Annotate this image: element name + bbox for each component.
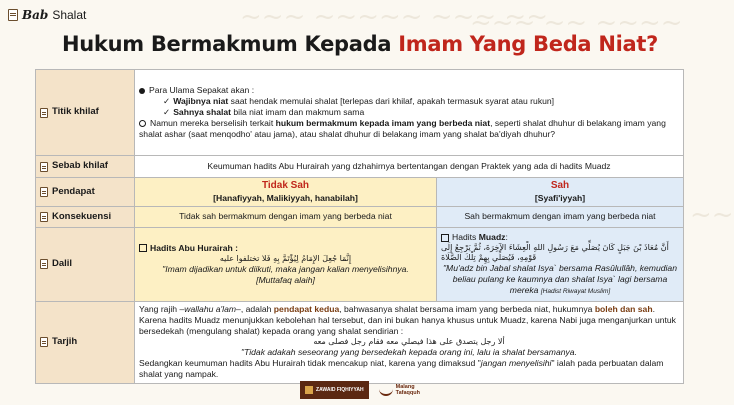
- logo-line1: Malang: [395, 383, 415, 390]
- intro-line: [139, 85, 679, 96]
- document-icon: [40, 108, 48, 118]
- paragraph-text: Namun mereka berselisih terkait: [150, 118, 276, 128]
- opinion-title: Sah: [550, 180, 570, 191]
- checkbox-icon: [441, 234, 449, 242]
- titik-khilaf-content: [135, 70, 684, 156]
- hadith-source: [Muttafaq alaih]: [256, 274, 315, 285]
- hadith-heading-text: Hadits Abu Hurairah :: [150, 242, 239, 253]
- intro-text: Para Ulama Sepakat akan :: [149, 85, 255, 95]
- paragraph-text: , bahwasanya shalat bersama imam yang berbeda niat, hukumnya: [339, 304, 595, 315]
- disagreement-paragraph: [139, 118, 679, 140]
- checkmark-icon: ✓: [163, 107, 171, 117]
- paragraph-bold: hukum bermakmum kepada imam yang berbeda niat: [275, 118, 491, 128]
- opinion-madhab: [Hanafiyyah, Malikiyyah, hanabilah]: [213, 192, 358, 203]
- hadith-translation: "Imam dijadikan untuk diikuti, maka jangan kalian menyelisihnya.: [162, 263, 409, 274]
- paragraph-text: . Karena hadits Muadz menunjukkan kebolehan hal tersebut, dan ini bukan hanya khusus untuk Muadz, karena Nabi juga menganjurkan untuk bersedekah (mengulang shalat) kepada orang yang shalat sendirian :: [139, 304, 676, 337]
- dalil-right: [437, 227, 684, 301]
- zawaid-logo-text: ZAWAID FIQHIYYAH: [316, 387, 364, 393]
- tarjih-arabic: ألا رجل يتصدق على هذا فيصلي معه فقام رجل فصلى معه: [313, 337, 505, 347]
- konsekuensi-right: Sah bermakmum dengan imam yang berbeda niat: [437, 206, 684, 227]
- dalil-left: [135, 227, 437, 301]
- check-item-text: saat hendak memulai shalat [terlepas dari khilaf, apakah termasuk syarat atau rukun]: [228, 96, 555, 106]
- document-icon: [40, 187, 48, 197]
- paragraph-text: " ialah pada perbuatan dalam shalat yang nampak.: [139, 358, 664, 380]
- hadith-heading-name: Muadz: [478, 231, 506, 242]
- background-watermark: ~~: [690, 200, 734, 230]
- konsekuensi-left: Tidak sah bermakmum dengan imam yang berbeda niat: [135, 206, 437, 227]
- khilaf-table: [35, 69, 684, 384]
- tarjih-paragraph: [139, 304, 679, 337]
- row-label: Tarjih: [52, 336, 78, 348]
- document-icon: [8, 9, 18, 21]
- document-icon: [40, 259, 48, 269]
- row-konsekuensi: [36, 206, 684, 227]
- footer-logos: [0, 381, 720, 399]
- check-item: [139, 96, 679, 107]
- paragraph-text: Sedangkan keumuman hadits Abu Hurairah tidak mencakup niat, karena yang dimaksud ": [139, 358, 481, 369]
- paragraph-bold: pendapat kedua: [273, 304, 340, 315]
- background-watermark: ~~~ ~~~~~ ~~~ ~~: [240, 2, 549, 32]
- row-label-cell: [36, 178, 135, 207]
- hadith-source: [Hadist Riwayat Muslim]: [540, 288, 611, 296]
- check-item-bold: Wajibnya niat: [173, 96, 229, 106]
- opinion-title: Tidak Sah: [261, 180, 310, 191]
- page-title: [0, 32, 720, 56]
- hadith-heading: [441, 232, 679, 243]
- paragraph-bold: boleh dan sah: [594, 304, 653, 315]
- paragraph-italic: jangan menyelisihi: [480, 358, 552, 369]
- paragraph-text: Yang rajih –: [139, 304, 185, 315]
- check-item: [139, 107, 679, 118]
- zawaid-logo: [300, 381, 369, 399]
- row-pendapat: [36, 178, 684, 207]
- row-label-cell: [36, 156, 135, 178]
- hollow-bullet-icon: [139, 120, 146, 127]
- bullet-icon: [139, 88, 145, 94]
- paragraph-italic: wallahu a'lam: [184, 304, 237, 315]
- hadith-heading-text: Hadits: [452, 231, 479, 242]
- row-dalil: [36, 227, 684, 301]
- row-sebab-khilaf: [36, 156, 684, 178]
- tafaqquh-logo: [379, 381, 420, 399]
- open-book-icon: [379, 384, 393, 396]
- tarjih-content: [135, 301, 684, 383]
- row-tarjih: [36, 301, 684, 383]
- row-label: Dalil: [52, 258, 73, 270]
- check-item-bold: Sahnya shalat: [173, 107, 231, 117]
- hadith-arabic: أَنَّ مُعَاذَ بْنَ جَبَلٍ كَانَ يُصَلِّي مَعَ رَسُولِ اللهِ الْعِشَاءَ الآخِرَةَ، ثُمَّ يَرْجِعُ إِلَى قَوْمِهِ، فَيُصَلِّي بِهِمْ تِلْكَ الصَّلَاةَ: [441, 242, 669, 263]
- row-label-cell: [36, 70, 135, 156]
- title-part1: Hukum Bermakmum Kepada: [62, 32, 399, 56]
- breadcrumb: [8, 8, 86, 22]
- document-icon: [40, 337, 48, 347]
- logo-line2: Tafaqquh: [395, 390, 420, 396]
- row-label-cell: [36, 227, 135, 301]
- hadith-heading-colon: :: [505, 231, 508, 242]
- check-item-text: bila niat imam dan makmum sama: [231, 107, 365, 117]
- book-icon: [305, 386, 313, 394]
- row-label-cell: [36, 206, 135, 227]
- document-icon: [40, 212, 48, 222]
- paragraph-text: –, adalah: [236, 304, 274, 315]
- background-watermark: ~~~ ~~ ~~~~: [470, 8, 683, 38]
- opinion-madhab: [Syafi'iyyah]: [534, 192, 586, 203]
- row-label: Titik khilaf: [52, 106, 99, 118]
- breadcrumb-bab: Bab: [22, 8, 49, 22]
- row-label: Konsekuensi: [52, 210, 112, 222]
- paragraph-text: , seperti shalat dhuhur di belakang imam yang shalat ashar (saat menqodho' atau jama), atau shalat dhuhur di belakang imam yang shalat ba'diyah dhuhur?: [139, 118, 666, 139]
- opinion-tidak-sah: [135, 178, 437, 207]
- opinion-sah: [437, 178, 684, 207]
- tarjih-translation: "Tidak adakah seseorang yang bersedekah kepada orang ini, lalu ia shalat bersamanya.: [241, 347, 577, 358]
- row-titik-khilaf: [36, 70, 684, 156]
- breadcrumb-section: Shalat: [52, 8, 87, 22]
- hadith-translation-line: [441, 263, 679, 296]
- title-part2: Imam Yang Beda Niat?: [398, 32, 658, 56]
- checkmark-icon: ✓: [163, 96, 171, 106]
- row-label: Sebab khilaf: [52, 160, 108, 172]
- sebab-khilaf-text: Keumuman hadits Abu Hurairah yang dzhahirnya bertentangan dengan Praktek yang ada di hadits Muadz: [135, 156, 684, 178]
- hadith-arabic: إِنَّمَا جُعِلَ الإِمَامُ لِيُؤْتَمَّ بِهِ فَلا تختلفوا عليه: [219, 253, 352, 263]
- tarjih-paragraph: [139, 358, 679, 380]
- hadith-translation: "Mu'adz bin Jabal shalat Isya` bersama Rasûlullâh, kemudian beliau pulang ke kaumnya dan shalat Isya` lagi bersama mereka: [443, 263, 677, 296]
- row-label-cell: [36, 301, 135, 383]
- checkbox-icon: [139, 244, 147, 252]
- document-icon: [40, 162, 48, 172]
- hadith-heading: [139, 243, 432, 254]
- row-label: Pendapat: [52, 185, 95, 197]
